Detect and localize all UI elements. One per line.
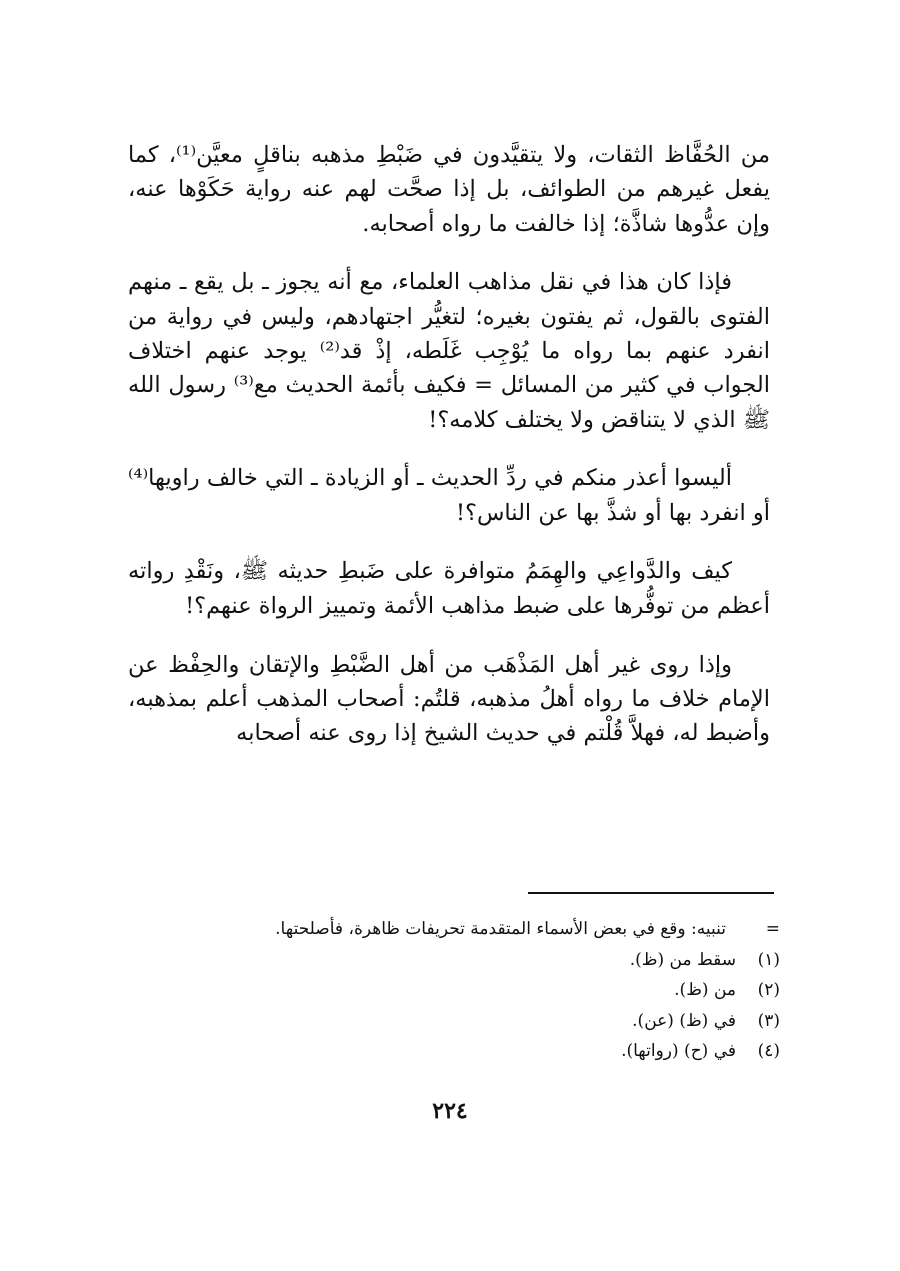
footnotes (160, 914, 780, 1067)
main-text (128, 138, 770, 775)
paragraph-5: وإذا روى غير أهل المَذْهَب من أهل الضَّبْطِ والإتقان والحِفْظ عن الإمام خلاف ما رواه أهلُ مذهبه، قلتُم: أصحاب المذهب أعلم بمذهبه، وأضبط له، فهلاَّ قُلْتم في حديث الشيخ إذا روى عنه أصحابه (128, 651, 770, 747)
footnote-text: من (ظ). (674, 980, 736, 1000)
paragraph-3: أليسوا أعذر منكم في ردِّ الحديث ـ أو الزيادة ـ التي خالف راويها⁽⁴⁾ أو انفرد بها أو شذَّ بها عن الناس؟! (128, 465, 770, 526)
continuation-text: تنبيه: وقع في بعض الأسماء المتقدمة تحريفات ظاهرة، فأصلحتها. (275, 919, 726, 939)
footnote-2 (160, 975, 780, 1006)
footnote-3 (160, 1006, 780, 1037)
paragraph-1: من الحُفَّاظ الثقات، ولا يتقيَّدون في ضَبْطِ مذهبه بناقلٍ معيَّن⁽¹⁾، كما يفعل غيرهم من الطوائف، بل إذا صحَّت لهم عنه رواية حَكَوْها عنه، وإن عدُّوها شاذَّة؛ إذا خالفت ما رواه أصحابه. (128, 142, 770, 237)
footnote-number: (٣) (757, 1010, 780, 1031)
footnote-1 (160, 945, 780, 976)
paragraph-2: فإذا كان هذا في نقل مذاهب العلماء، مع أنه يجوز ـ بل يقع ـ منهم الفتوى بالقول، ثم يفتون بغيره؛ لتغيُّر اجتهادهم، وليس في رواية من انفرد عنهم بما رواه ما يُوْجِب غَلَطه، إذْ قد⁽²⁾ يوجد عنهم اختلاف الجواب في كثير من المسائل = فكيف بأئمة الحديث مع⁽³⁾ رسول الله ﷺ الذي لا يتناقض ولا يختلف كلامه؟! (128, 269, 770, 433)
continuation-mark: = (765, 919, 780, 939)
footnote-number: (٤) (757, 1041, 780, 1061)
footnote-continuation (160, 914, 780, 945)
footnote-4 (160, 1036, 780, 1067)
footnote-number: (٢) (757, 980, 780, 1000)
page-number: ٢٢٤ (432, 1098, 468, 1124)
footnote-number: (١) (757, 949, 780, 970)
footnote-text: سقط من (ظ). (629, 949, 736, 970)
footnote-text: في (ح) (رواتها). (621, 1041, 736, 1061)
footnote-text: في (ظ) (عن). (632, 1010, 736, 1031)
footnote-separator (528, 892, 774, 894)
paragraph-4: كيف والدَّواعِي والهِمَمُ متوافرة على ضَبطِ حديثه ﷺ، ونَقْدِ رواته أعظم من توفُّرها على ضبط مذاهب الأئمة وتمييز الرواة عنهم؟! (128, 558, 770, 619)
